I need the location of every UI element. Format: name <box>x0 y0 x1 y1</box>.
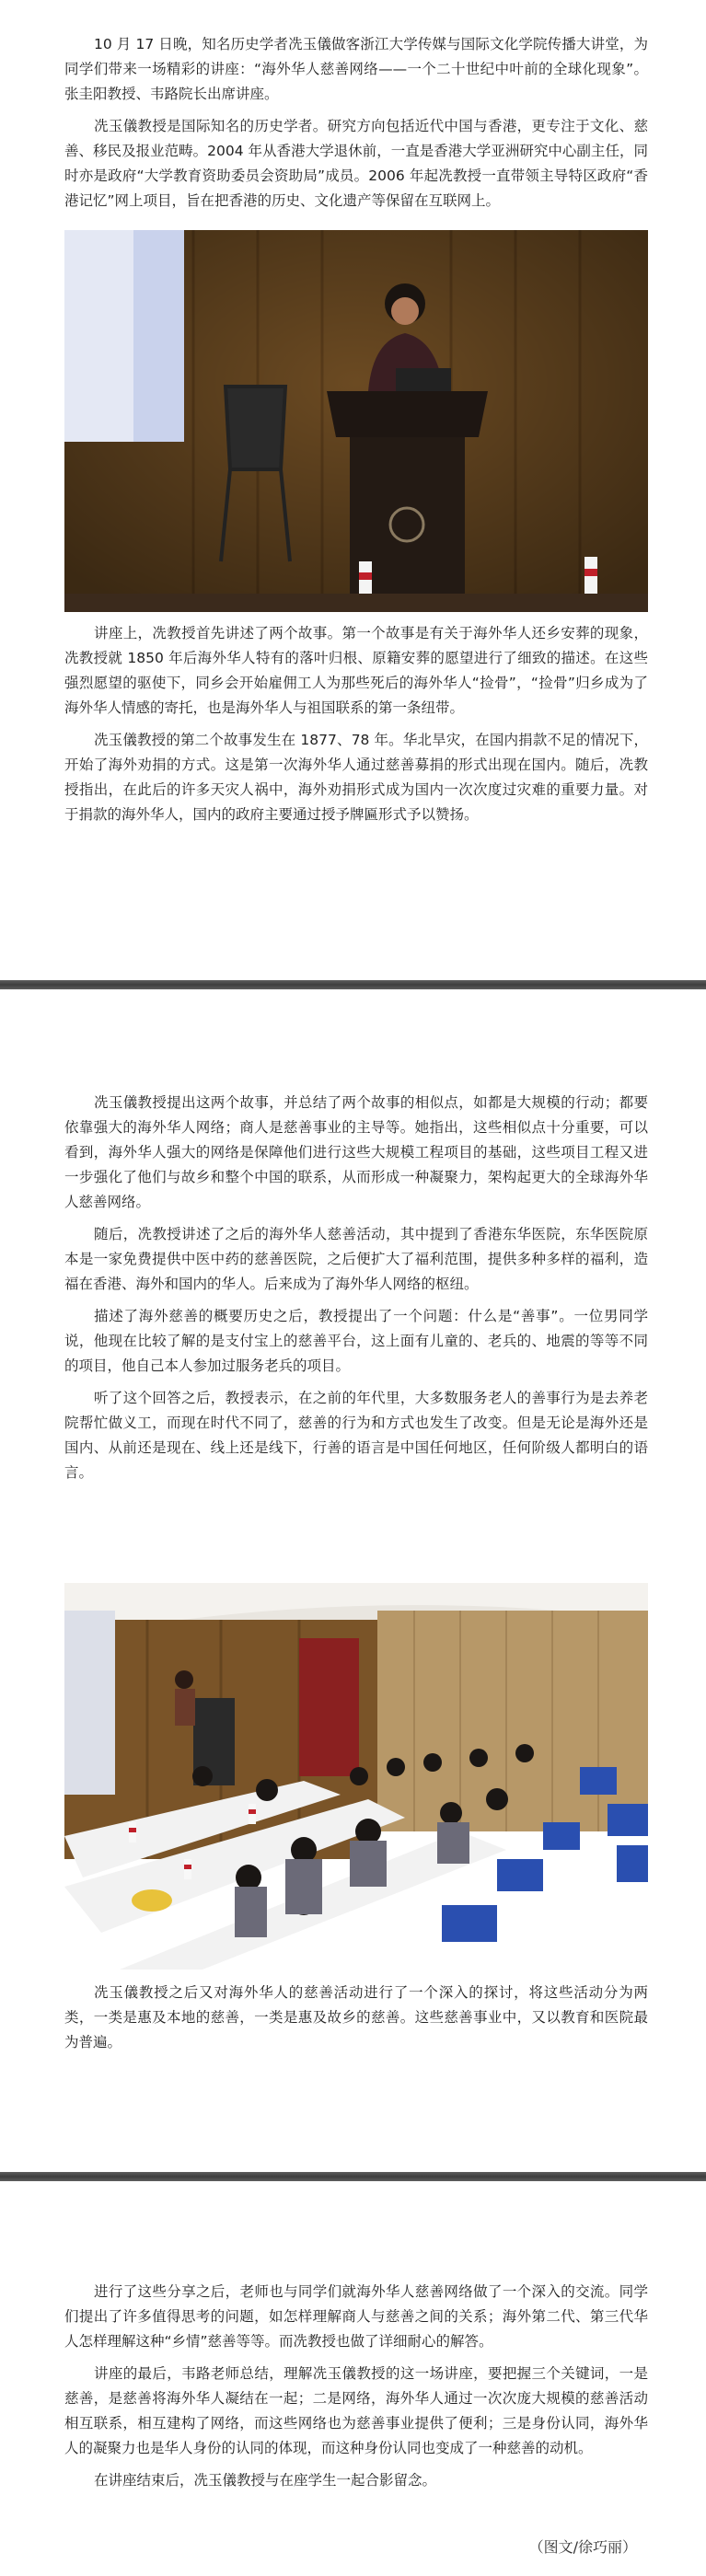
page-3 <box>0 2181 706 2576</box>
lecture-podium-photo <box>64 230 648 612</box>
page1-text-bottom <box>64 621 648 835</box>
page3-text <box>64 2280 648 2501</box>
paragraph: 进行了这些分享之后，老师也与同学们就海外华人慈善网络做了一个深入的交流。同学们提出了许多值得思考的问题，如怎样理解商人与慈善之间的关系；海外第二代、第三代华人怎样理解这种“乡情”慈善等等。而冼教授也做了详细耐心的解答。 <box>64 2283 648 2350</box>
paragraph: 描述了海外慈善的概要历史之后，教授提出了一个问题：什么是“善事”。一位男同学说，他现在比较了解的是支付宝上的慈善平台，这上面有儿童的、老兵的、地震的等等不同的项目，他自己本人参加过服务老兵的项目。 <box>64 1308 648 1374</box>
paragraph: 讲座上，冼教授首先讲述了两个故事。第一个故事是有关于海外华人还乡安葬的现象，冼教授就 1850 年后海外华人特有的落叶归根、原籍安葬的愿望进行了细致的描述。在这些强烈愿望的驱使下，同乡会开始雇佣工人为那些死后的海外华人“捡骨”，“捡骨”归乡成为了海外华人情感的寄托，也是海外华人与祖国联系的第一条纽带。 <box>64 625 648 716</box>
paragraph: 冼玉儀教授提出这两个故事，并总结了两个故事的相似点，如都是大规模的行动；都要依靠强大的海外华人网络；商人是慈善事业的主导等。她指出，这些相似点十分重要，可以看到，海外华人强大的网络是保障他们进行这些大规模工程项目的基础，这些项目工程又进一步强化了他们与故乡和整个中国的联系，从而形成一种凝聚力，架构起更大的全球海外华人慈善网络。 <box>64 1094 648 1210</box>
page-2 <box>0 989 706 2172</box>
paragraph: 听了这个回答之后，教授表示，在之前的年代里，大多数服务老人的善事行为是去养老院帮忙做义工，而现在时代不同了，慈善的行为和方式也发生了改变。但是无论是海外还是国内、从前还是现在、线上还是线下，行善的语言是中国任何地区，任何阶级人都明白的语言。 <box>64 1390 648 1481</box>
paragraph: 冼玉儀教授的第二个故事发生在 1877、78 年。华北旱灾，在国内捐款不足的情况下，开始了海外劝捐的方式。这是第一次海外华人通过慈善募捐的形式出现在国内。随后，冼教授指出，在此后的许多天灾人祸中，海外劝捐形式成为国内一次次度过灾难的重要力量。对于捐款的海外华人，国内的政府主要通过授予牌匾形式予以赞扬。 <box>64 732 648 823</box>
lecture-hall-photo <box>64 1583 648 1970</box>
paragraph: 讲座的最后，韦路老师总结，理解冼玉儀教授的这一场讲座，要把握三个关键词，一是慈善，是慈善将海外华人凝结在一起；二是网络，海外华人通过一次次庞大规模的慈善活动相互联系，相互建构了网络，而这些网络也为慈善事业提供了便利；三是身份认同，海外华人的凝聚力也是华人身份的认同的体现，而这种身份认同也变成了一种慈善的动机。 <box>64 2365 648 2456</box>
page1-text-top <box>64 32 648 221</box>
paragraph: 随后，冼教授讲述了之后的海外华人慈善活动，其中提到了香港东华医院，东华医院原本是一家免费提供中医中药的慈善医院，之后便扩大了福利范围，提供多种多样的福利，造福在香港、海外和国内的华人。后来成为了海外华人网络的枢纽。 <box>64 1226 648 1292</box>
paragraph: 10 月 17 日晚，知名历史学者冼玉儀做客浙江大学传媒与国际文化学院传播大讲堂，为同学们带来一场精彩的讲座：“海外华人慈善网络——一个二十世纪中叶前的全球化现象”。张圭阳教授、韦路院长出席讲座。 <box>64 36 648 102</box>
page2-text-top <box>64 1091 648 1493</box>
hall-photo-illustration <box>64 1583 648 1970</box>
photo-text-credit: （图文/徐巧丽） <box>528 2538 637 2556</box>
paragraph: 冼玉儀教授是国际知名的历史学者。研究方向包括近代中国与香港，更专注于文化、慈善、移民及报业范畴。2004 年从香港大学退休前，一直是香港大学亚洲研究中心副主任，同时亦是政府“大学教育资助委员会资助局”成员。2006 年起冼教授一直带领主导特区政府“香港记忆”网上项目，旨在把香港的历史、文化遗产等保留在互联网上。 <box>64 118 648 209</box>
page-1 <box>0 0 706 980</box>
paragraph: 在讲座结束后，冼玉儀教授与在座学生一起合影留念。 <box>94 2472 437 2489</box>
podium-photo-illustration <box>64 230 648 612</box>
paragraph: 冼玉儀教授之后又对海外华人的慈善活动进行了一个深入的探讨，将这些活动分为两类，一类是惠及本地的慈善，一类是惠及故乡的慈善。这些慈善事业中，又以教育和医院最为普遍。 <box>64 1984 648 2050</box>
page2-text-bottom <box>64 1981 648 2062</box>
page-separator <box>0 2172 706 2181</box>
page-separator <box>0 980 706 989</box>
